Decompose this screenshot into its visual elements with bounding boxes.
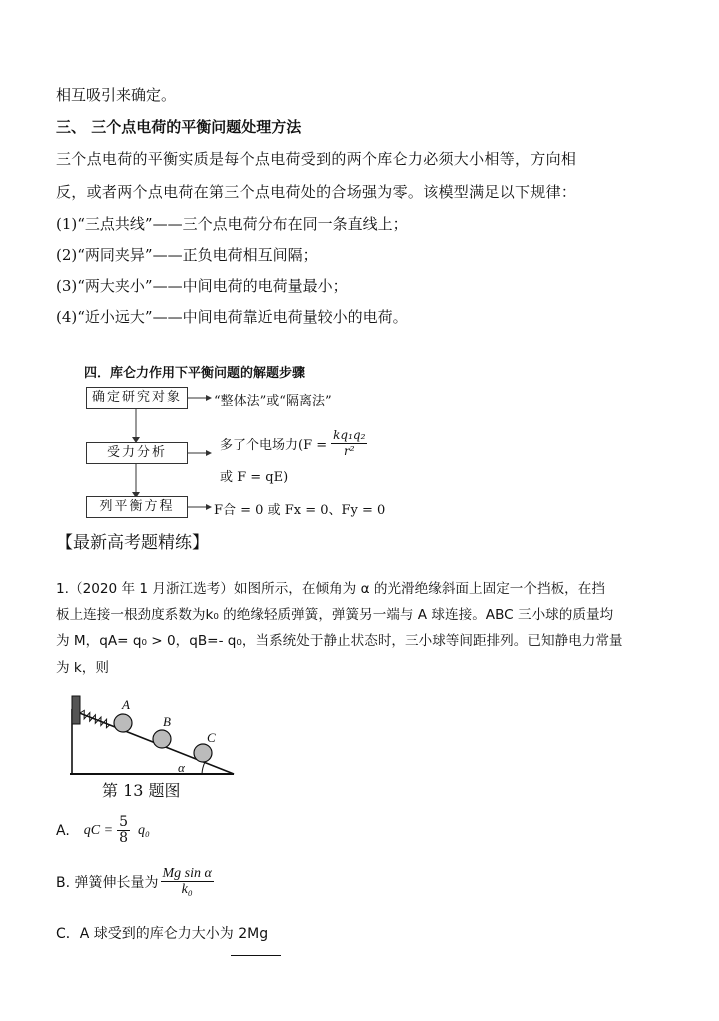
section-3-heading: 三、 三个点电荷的平衡问题处理方法: [56, 118, 302, 136]
flow-step2-prefix: 多了个电场力(F =: [220, 438, 328, 453]
option-b-fraction: [161, 866, 214, 897]
section-3-paragraph-line-1: 三个点电荷的平衡实质是每个点电荷受到的两个库仑力必须大小相等，方向相: [56, 150, 577, 168]
option-a-rhs: q₀: [138, 822, 150, 838]
ball-label-c: C: [207, 730, 216, 745]
rule-item: (2)“两同夹异”——正负电荷相互间隔；: [56, 246, 318, 264]
option-b-denominator: k₀: [181, 882, 193, 897]
ball-b: [153, 730, 171, 748]
spring-icon: [79, 709, 112, 728]
angle-label: α: [178, 760, 185, 775]
section-4-heading: 四．库仑力作用下平衡问题的解题步骤: [84, 366, 306, 381]
question-line-4: 为 k，则: [56, 660, 109, 676]
option-c: C．A 球受到的库仑力大小为 2Mg: [56, 926, 269, 942]
section-3-paragraph-line-2: 反，或者两个点电荷在第三个点电荷处的合场强为零。该模型满足以下规律：: [56, 183, 577, 201]
option-b-prefix: B. 弹簧伸长量为: [56, 874, 159, 891]
flow-step-box: 列平衡方程: [86, 496, 188, 518]
option-a-prefix: A.: [56, 822, 70, 839]
flow-step-box: 确定研究对象: [86, 387, 188, 409]
ball-a: [114, 714, 132, 732]
flow-step2-note-line2: 或 F = qE): [220, 470, 289, 485]
option-a-lhs: qC =: [83, 822, 114, 838]
ball-label-b: B: [163, 714, 171, 729]
latest-exam-heading: 【最新高考题精练】: [56, 533, 209, 553]
ball-label-a: A: [122, 697, 130, 712]
option-a-fraction: [117, 815, 130, 846]
rule-item: (4)“近小远大”——中间电荷靠近电荷量较小的电荷。: [56, 308, 408, 326]
rule-item: (3)“两大夹小”——中间电荷的电荷量最小；: [56, 277, 348, 295]
figure-caption: 第 13 题图: [102, 781, 181, 800]
question-line-1: 1.（2020 年 1 月浙江选考）如图所示，在倾角为 α 的光滑绝缘斜面上固定一个挡板，在挡: [56, 581, 605, 597]
coulomb-fraction: [331, 428, 367, 459]
flow-step1-note: “整体法”或“隔离法”: [214, 394, 332, 409]
coulomb-denominator: r²: [343, 444, 355, 458]
rule-item: (1)“三点共线”——三个点电荷分布在同一条直线上；: [56, 215, 408, 233]
barrier-block: [72, 696, 80, 724]
option-b: [56, 866, 214, 897]
intro-text: 相互吸引来确定。: [56, 86, 177, 104]
ball-c: [194, 744, 212, 762]
option-a-denominator: 8: [119, 830, 128, 846]
question-line-2: 板上连接一根劲度系数为k₀ 的绝缘轻质弹簧，弹簧另一端与 A 球连接。ABC 三小球的质量均: [56, 607, 614, 623]
option-a: [56, 815, 150, 846]
option-b-numerator: Mg sin α: [162, 866, 212, 881]
question-line-3: 为 M，qA= q₀ > 0，qB=- q₀，当系统处于静止状态时，三小球等间距排列。已知静电力常量: [56, 633, 623, 649]
flow-step3-note: F合 = 0 或 Fx = 0、Fy = 0: [214, 503, 386, 518]
flow-step2-formula: [220, 428, 367, 459]
option-a-numerator: 5: [119, 814, 128, 830]
fraction-bar-fragment: [231, 955, 281, 956]
coulomb-numerator: kq₁q₂: [333, 428, 366, 442]
flow-step-box: 受力分析: [86, 442, 188, 464]
